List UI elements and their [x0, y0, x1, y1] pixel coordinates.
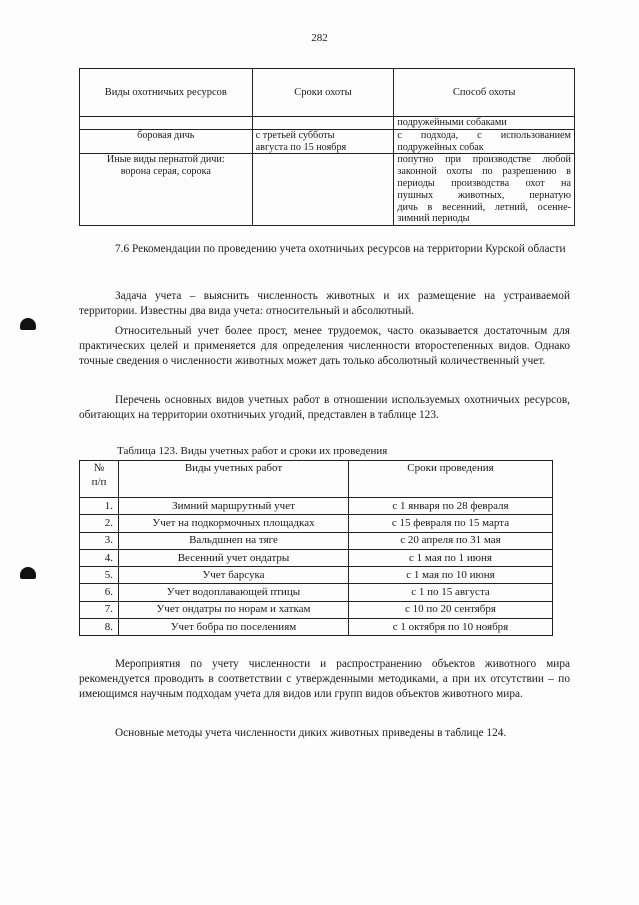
table-cell [80, 117, 253, 130]
page-number: 282 [311, 32, 328, 44]
table-cell-kind: Учет ондатры по норам и хаткам [119, 601, 349, 618]
cell-text: зимний периоды [397, 213, 470, 225]
cell-text: попутно при производстве любой [397, 154, 571, 166]
table-row [80, 584, 553, 601]
cell-text: боровая дичь [137, 129, 195, 141]
accounting-works-table [79, 460, 553, 636]
table-row [80, 498, 553, 515]
table-cell-kind: Учет на подкормочных площадках [119, 515, 349, 532]
header-text: № [93, 462, 105, 474]
cell-text: дичь в весенний, летний, осенне- [397, 201, 571, 213]
header-text: п/п [91, 476, 107, 488]
cell-text: законной охоты по разрешению в [397, 166, 571, 178]
table-row [80, 515, 553, 532]
table-cell [252, 154, 394, 226]
table-row [80, 619, 553, 636]
paragraph: Основные методы учета численности диких животных приведены в таблице 124. [115, 727, 507, 739]
table-row [80, 601, 553, 618]
hunting-resources-table [79, 68, 575, 226]
paragraph: Относительный учет более прост, менее трудоемок, часто оказывается достаточным для практических целей и применяется для определения численности второстепенных видов. Однако точные сведения о численности животных может дать только абсолютный количественный учет. [79, 325, 570, 367]
table-cell-period: с 1 октября по 10 ноября [349, 619, 553, 636]
paragraph: Перечень основных видов учетных работ в отношении используемых охотничьих ресурсов, обитающих на территории охотничьих угодий, представлен в таблице 123. [79, 394, 570, 421]
cell-text: подружейными собаками [397, 117, 507, 128]
table-cell [394, 117, 575, 130]
table-cell-kind: Учет бобра по поселениям [119, 619, 349, 636]
table-cell-num: 5. [80, 567, 119, 584]
table-row [80, 549, 553, 566]
table-cell-kind: Учет водоплавающей птицы [119, 584, 349, 601]
binding-hole-mark [20, 318, 36, 330]
table-cell-num: 8. [80, 619, 119, 636]
cell-text: подружейных собак [397, 141, 484, 153]
table-cell-period: с 15 февраля по 15 марта [349, 515, 553, 532]
paragraph: Мероприятия по учету численности и распространению объектов животного мира рекомендуется проводить в соответствии с утвержденными методиками, а при их отсутствии – по имеющимся научным подходам учета для видов или групп видов объектов животного мира. [79, 658, 570, 700]
column-header: Сроки проведения [349, 461, 553, 498]
table-caption: Таблица 123. Виды учетных работ и сроки их проведения [117, 445, 388, 457]
table-cell-period: с 20 апреля по 31 мая [349, 532, 553, 549]
table-cell-num: 6. [80, 584, 119, 601]
table-header-row [80, 461, 553, 498]
table-cell [394, 129, 575, 154]
table-cell-num: 1. [80, 498, 119, 515]
table-cell-kind: Весенний учет ондатры [119, 549, 349, 566]
cell-text: с третьей субботы [255, 129, 335, 141]
table-row [80, 154, 575, 226]
column-header: Сроки охоты [252, 69, 394, 117]
table-cell [252, 129, 394, 154]
table-row [80, 532, 553, 549]
cell-text: Иные виды пернатой дичи: [106, 154, 225, 166]
column-header: Виды охотничьих ресурсов [80, 69, 253, 117]
table-row [80, 129, 575, 154]
table-cell [394, 154, 575, 226]
column-header [80, 461, 119, 498]
cell-text: пушных животных, пернатую [397, 189, 571, 201]
table-cell-period: с 1 января по 28 февраля [349, 498, 553, 515]
table-cell-num: 4. [80, 549, 119, 566]
cell-text: августа по 15 ноября [255, 141, 347, 153]
paragraph: Задача учета – выяснить численность животных и их размещение на устраиваемой территории. Известны два вида учета: относительный и абсолютный. [79, 290, 570, 317]
table-row [80, 567, 553, 584]
section-heading: 7.6 Рекомендации по проведению учета охотничьих ресурсов на территории Курской области [115, 243, 566, 255]
table-cell-num: 7. [80, 601, 119, 618]
table-cell-period: с 10 по 20 сентября [349, 601, 553, 618]
table-cell-kind: Зимний маршрутный учет [119, 498, 349, 515]
column-header: Способ охоты [394, 69, 575, 117]
cell-text: с подхода, с использованием [397, 129, 571, 141]
table-cell-period: с 1 мая по 1 июня [349, 549, 553, 566]
table-cell-kind: Учет барсука [119, 567, 349, 584]
table-cell [252, 117, 394, 130]
cell-text: ворона серая, сорока [120, 166, 211, 178]
table-cell [80, 154, 253, 226]
table-cell-period: с 1 по 15 августа [349, 584, 553, 601]
binding-hole-mark [20, 567, 36, 579]
column-header: Виды учетных работ [119, 461, 349, 498]
cell-text: периоды производства охот на [397, 177, 571, 189]
table-cell [80, 129, 253, 154]
table-cell-period: с 1 мая по 10 июня [349, 567, 553, 584]
table-cell-num: 2. [80, 515, 119, 532]
table-row [80, 117, 575, 130]
table-cell-kind: Вальдшнеп на тяге [119, 532, 349, 549]
table-header-row [80, 69, 575, 117]
table-cell-num: 3. [80, 532, 119, 549]
